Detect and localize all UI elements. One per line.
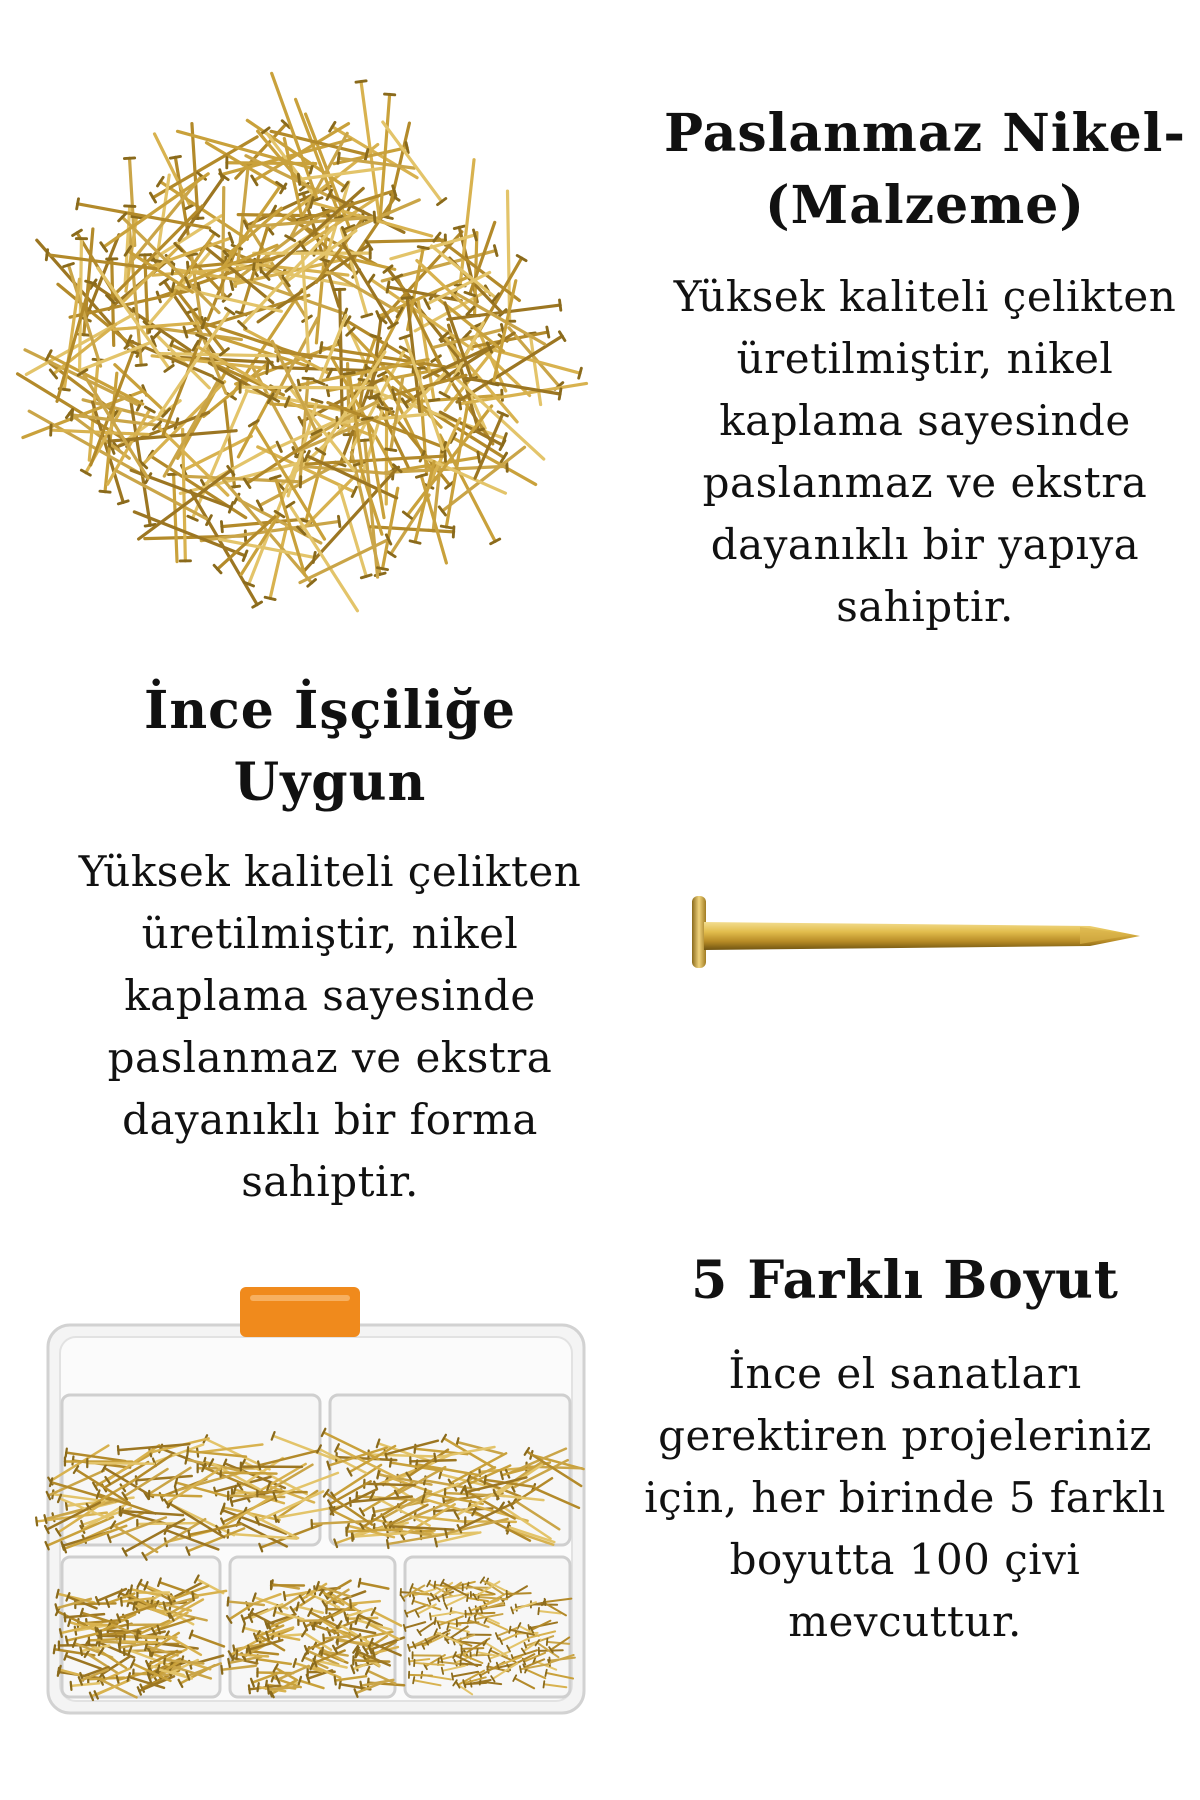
- section-fine-work: [50, 675, 610, 1213]
- sizes-description-line: gerektiren projeleriniz: [658, 1411, 1152, 1460]
- sizes-heading-line-1: 5 Farklı Boyut: [691, 1250, 1119, 1311]
- fine-work-description-line: sahiptir.: [241, 1157, 419, 1206]
- section-material: [650, 98, 1200, 638]
- single-nail-image: [680, 880, 1150, 990]
- material-heading-line-2: (Malzeme): [765, 175, 1085, 236]
- material-description: [650, 266, 1200, 638]
- nail-box-image: [30, 1285, 600, 1720]
- material-description-line: kaplama sayesinde: [719, 396, 1131, 445]
- single-nail-icon: [680, 880, 1150, 990]
- fine-work-heading-line-2: Uygun: [233, 752, 427, 813]
- fine-work-description: [50, 841, 610, 1213]
- sizes-heading: [610, 1245, 1200, 1317]
- nail-pile-icon: [10, 70, 600, 630]
- material-description-line: dayanıklı bir yapıya: [710, 520, 1140, 569]
- sizes-description-line: mevcuttur.: [788, 1597, 1022, 1646]
- fine-work-description-line: Yüksek kaliteli çelikten: [78, 847, 582, 896]
- material-description-line: üretilmiştir, nikel: [736, 334, 1114, 383]
- nail-box-icon: [30, 1285, 600, 1720]
- nail-pile-image: [10, 70, 600, 630]
- material-heading: [650, 98, 1200, 242]
- sizes-description-line: İnce el sanatları: [728, 1349, 1082, 1398]
- sizes-description-line: boyutta 100 çivi: [729, 1535, 1081, 1584]
- material-description-line: sahiptir.: [836, 582, 1014, 631]
- fine-work-description-line: dayanıklı bir forma: [122, 1095, 538, 1144]
- sizes-description: [610, 1343, 1200, 1653]
- fine-work-heading: [50, 675, 610, 819]
- sizes-description-line: için, her birinde 5 farklı: [644, 1473, 1166, 1522]
- fine-work-description-line: kaplama sayesinde: [124, 971, 536, 1020]
- material-description-line: Yüksek kaliteli çelikten: [673, 272, 1177, 321]
- section-sizes: [610, 1245, 1200, 1653]
- fine-work-description-line: üretilmiştir, nikel: [141, 909, 519, 958]
- material-heading-line-1: Paslanmaz Nikel-: [663, 103, 1186, 164]
- fine-work-description-line: paslanmaz ve ekstra: [107, 1033, 553, 1082]
- fine-work-heading-line-1: İnce İşçiliğe: [144, 680, 516, 741]
- material-description-line: paslanmaz ve ekstra: [702, 458, 1148, 507]
